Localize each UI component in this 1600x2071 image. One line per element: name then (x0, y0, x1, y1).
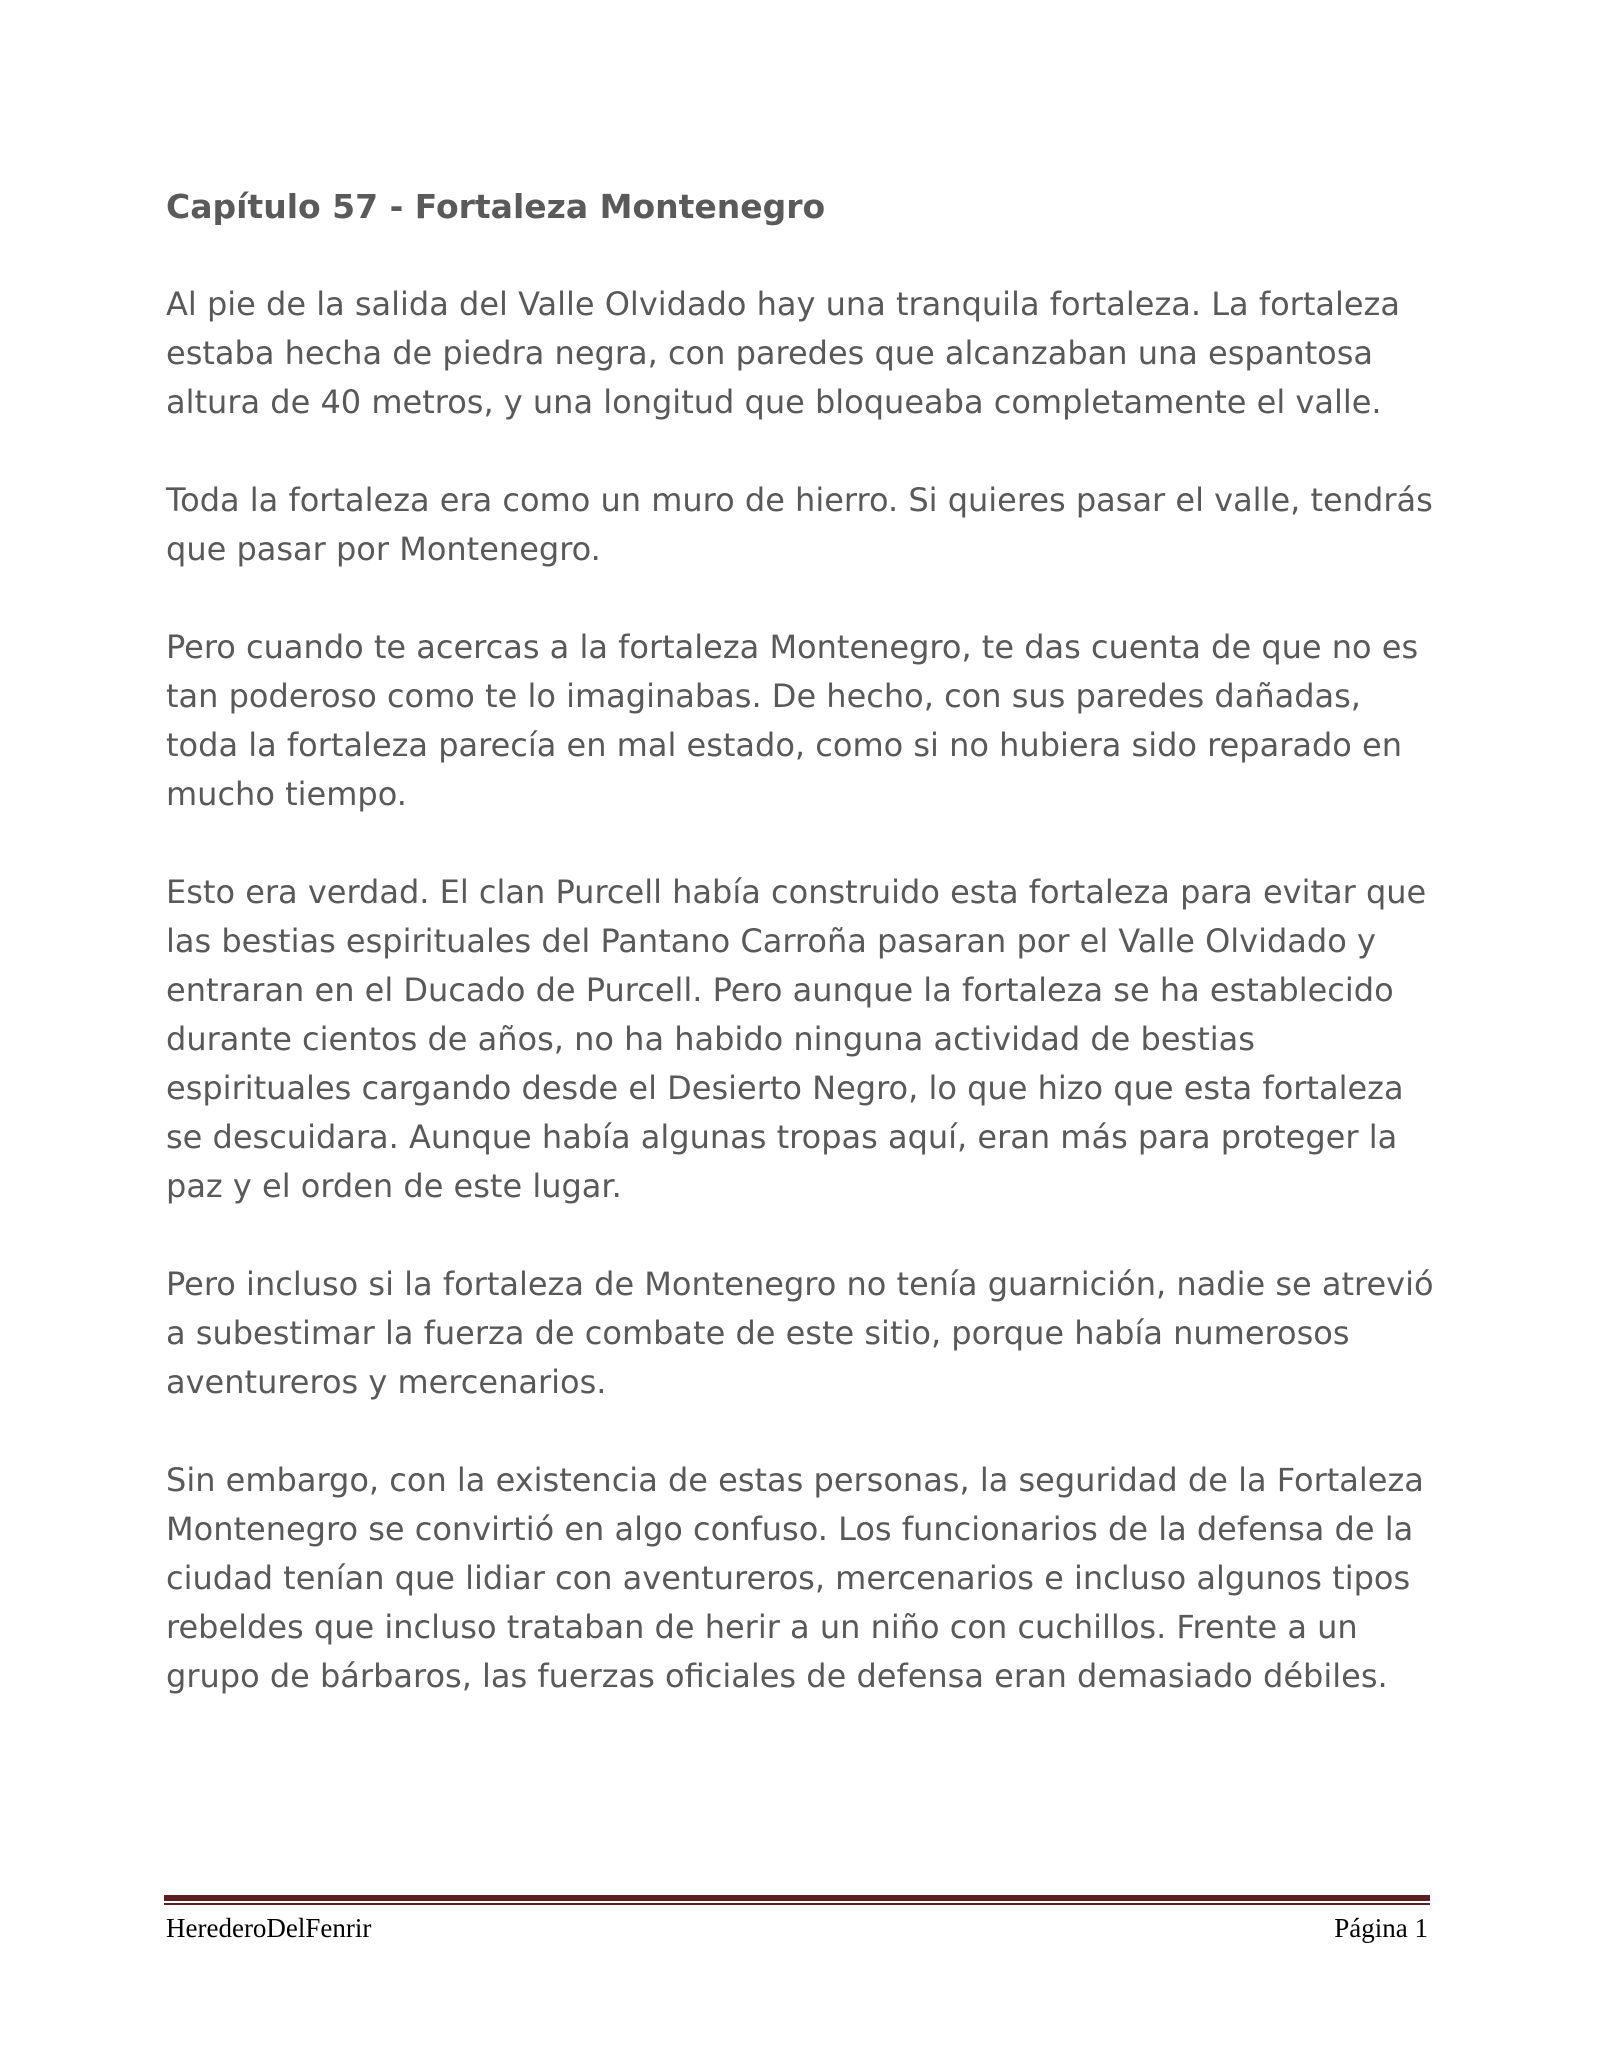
paragraph-4: Esto era verdad. El clan Purcell había construido esta fortaleza para evitar que las bestias espirituales del Pantano Carroña pasaran por el Valle Olvidado y entraran en el Ducado de Purcell. Pero aunque la fortaleza se ha establecido durante cientos de años, no ha habido ninguna actividad de bestias espirituales cargando desde el Desierto Negro, lo que hizo que esta fortaleza se descuidara. Aunque había algunas tropas aquí, eran más para proteger la paz y el orden de este lugar. (166, 873, 1427, 1205)
chapter-title: Capítulo 57 - Fortaleza Montenegro (166, 187, 826, 226)
footer-page-number: Página 1 (1334, 1913, 1428, 1943)
paragraph-5: Pero incluso si la fortaleza de Montenegro no tenía guarnición, nadie se atrevió a subestimar la fuerza de combate de este sitio, porque había numerosos aventureros y mercenarios. (166, 1265, 1434, 1401)
paragraph-1: Al pie de la salida del Valle Olvidado hay una tranquila fortaleza. La fortaleza estaba hecha de piedra negra, con paredes que alcanzaban una espantosa altura de 40 metros, y una longitud que bloqueaba completamente el valle. (166, 285, 1400, 421)
footer-divider (164, 1895, 1430, 1905)
footer-divider-thick-line (164, 1895, 1430, 1901)
paragraph-2: Toda la fortaleza era como un muro de hierro. Si quieres pasar el valle, tendrás que pasar por Montenegro. (166, 481, 1433, 568)
paragraph-3: Pero cuando te acercas a la fortaleza Montenegro, te das cuenta de que no es tan poderoso como te lo imaginabas. De hecho, con sus paredes dañadas, toda la fortaleza parecía en mal estado, como si no hubiera sido reparado en mucho tiempo. (166, 628, 1419, 813)
page-content (166, 182, 1436, 1750)
page-footer (166, 1910, 1428, 1946)
footer-author: HerederoDelFenrir (166, 1913, 372, 1943)
paragraph-6: Sin embargo, con la existencia de estas personas, la seguridad de la Fortaleza Montenegro se convirtió en algo confuso. Los funcionarios de la defensa de la ciudad tenían que lidiar con aventureros, mercenarios e incluso algunos tipos rebeldes que incluso trataban de herir a un niño con cuchillos. Frente a un grupo de bárbaros, las fuerzas oficiales de defensa eran demasiado débiles. (166, 1461, 1424, 1695)
footer-divider-thin-line (164, 1903, 1430, 1905)
